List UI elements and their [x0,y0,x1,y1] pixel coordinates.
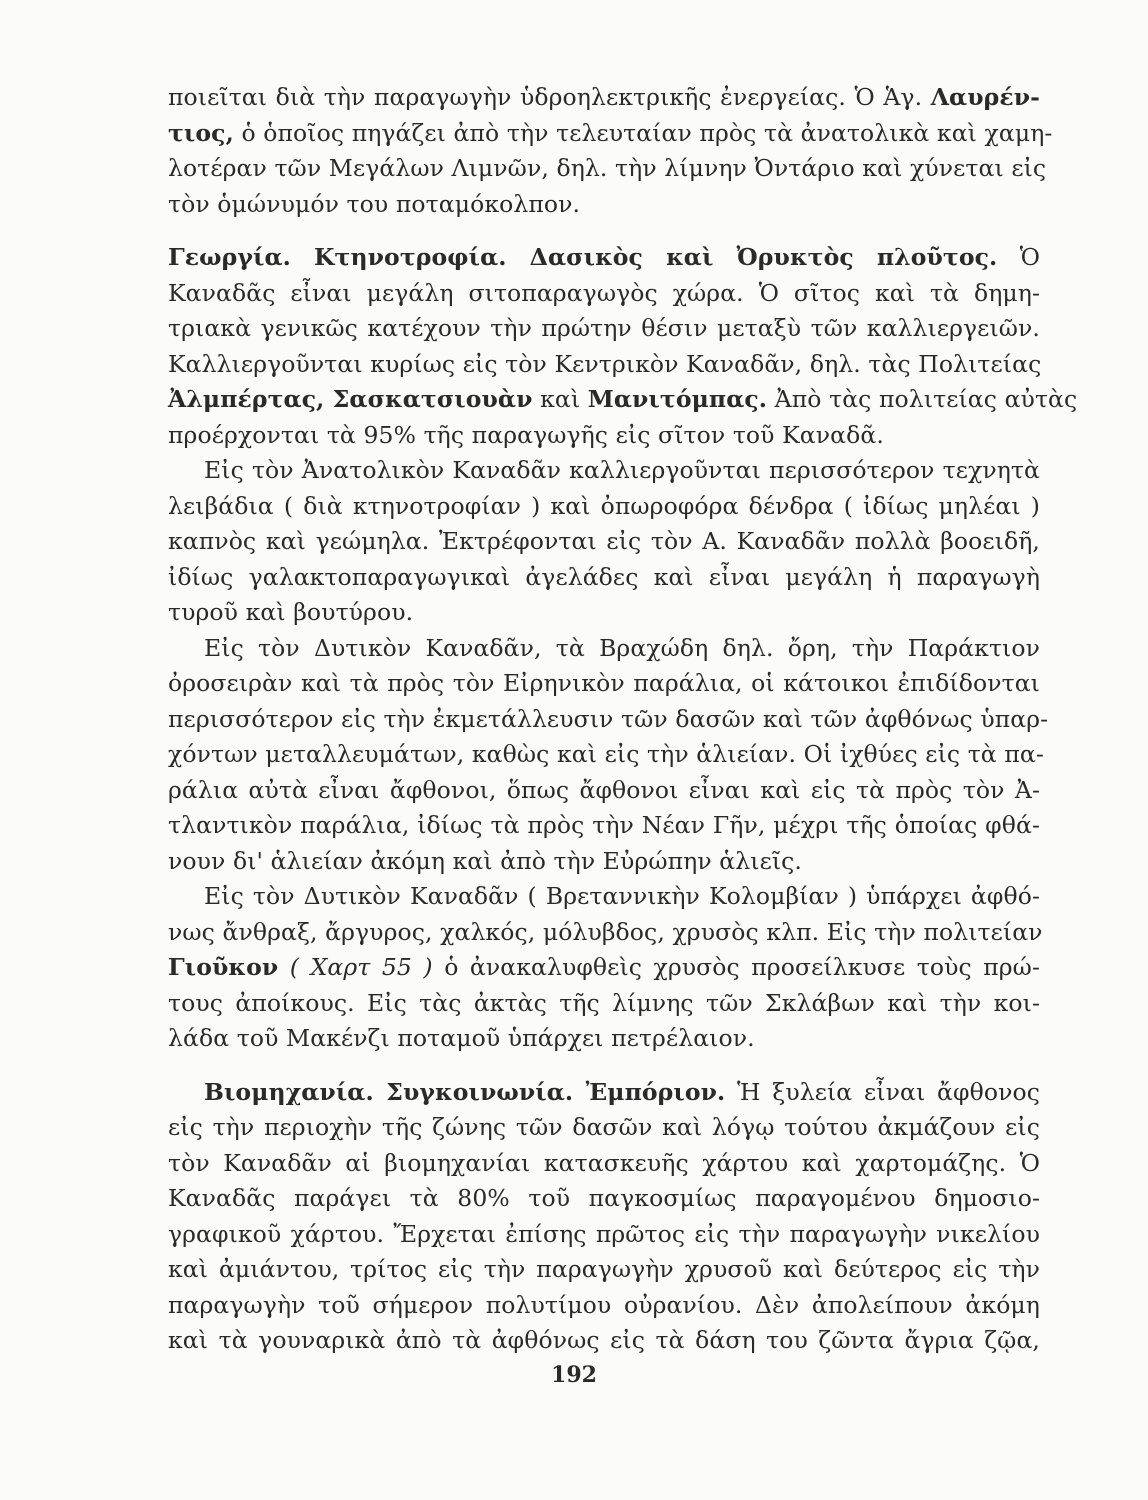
text-line: Εἰς τὸν Ἀνατολικὸν Καναδᾶν καλλιεργοῦνται περισσότερον τεχνητὰ [204,456,1040,484]
text-line: προέρχονται τὰ 95% τῆς παραγωγῆς εἰς σῖτον τοῦ Καναδᾶ. [168,420,884,449]
text-line: ράλια αὐτὰ εἶναι ἄφθονοι, ὅπως ἄφθονοι εἶναι καὶ εἰς τὰ πρὸς τὸν Ἀ- [168,775,1040,804]
text-line: εἰς τὴν περιοχὴν τῆς ζώνης τῶν δασῶν καὶ λόγῳ τούτου ἀκμάζουν εἰς [168,1113,1040,1141]
text-line: νουν δι' ἁλιείαν ἀκόμη καὶ ἀπὸ τὴν Εὐρώπην ἁλιεῖς. [168,846,802,875]
text-line: Καναδᾶς παράγει τὰ 80% τοῦ παγκοσμίως παραγομένου δημοσιο- [168,1184,1040,1212]
text-line: λοτέραν τῶν Μεγάλων Λιμνῶν, δηλ. τὴν λίμνην Ὀντάριο καὶ χύνεται εἰς [168,154,1047,182]
section-heading: Γεωργία. Κτηνοτροφία. Δασικὸς καὶ Ὀρυκτὸς πλοῦτος. [168,243,998,271]
text-span: ὁ ἀνακαλυφθεὶς χρυσὸς προσείλκυσε τοὺς πρώ- [444,953,1040,981]
text-line: Καναδᾶς εἶναι μεγάλη σιτοπαραγωγὸς χώρα. Ὁ σῖτος καὶ τὰ δημη- [168,278,1040,307]
paragraph-agriculture [168,240,1078,453]
text-line [168,382,1078,418]
text-line: ἰδίως γαλακτοπαραγωγικαὶ ἀγελάδες καὶ εἶναι μεγάλη ἡ παραγωγὴ [168,562,1040,591]
text-line: τὸν Καναδᾶν αἱ βιομηχανίαι κατασκευῆς χάρτου καὶ χαρτομάζης. Ὁ [168,1148,1040,1177]
text-line: περισσότερον εἰς τὴν ἐκμετάλλευσιν τῶν δασῶν καὶ τῶν ἀφθόνως ὑπαρ- [168,704,1049,733]
section-heading: Βιομηχανία. Συγκοινωνία. Ἐμπόριον. [204,1077,726,1106]
text-line: καὶ ἀμιάντου, τρίτος εἰς τὴν παραγωγὴν χρυσοῦ καὶ δεύτερος εἰς τὴν [168,1255,1040,1283]
text-span: ὁ ὁποῖος πηγάζει ἀπὸ τὴν τελευταίαν πρὸς τὰ ἀνατολικὰ καὶ χαμη- [241,118,1053,147]
bold-term: Ἀλμπέρτας, Σασκατσιουὰν [168,385,533,413]
paragraph-minerals [168,879,1043,1057]
text-line [168,240,1040,276]
text-line: παραγωγὴν τοῦ σήμερον πολυτίμου οὐρανίου. Δὲν ἀπολείπουν ἀκόμη [168,1290,1040,1319]
text-line: Εἰς τὸν Δυτικὸν Καναδᾶν, τὰ Βραχώδη δηλ. ὄρη, τὴν Παράκτιον [204,633,1040,662]
text-line: τυροῦ καὶ βουτύρου. [168,598,414,626]
text-span: Ἀπὸ τὰς πολιτείας αὐτὰς [774,385,1078,413]
text-line: Καλλιεργοῦνται κυρίως εἰς τὸν Κεντρικὸν Καναδᾶν, δηλ. τὰς Πολιτείας [168,349,1042,378]
bold-term: τιος, [168,118,234,147]
text-line [168,950,1040,986]
text-line: ὀροσειρὰν καὶ τὰ πρὸς τὸν Εἰρηνικὸν παράλια, οἱ κάτοικοι ἐπιδίδονται [168,669,1040,697]
text-span: Ὁ [1019,243,1040,271]
text-line: τους ἀποίκους. Εἰς τὰς ἀκτὰς τῆς λίμνης τῶν Σκλάβων καὶ τὴν κοι- [168,988,1040,1017]
map-reference: ( Χαρτ 55 ) [289,953,433,981]
paragraph-industry [168,1075,1040,1359]
bold-term: Λαυρέν- [930,83,1040,111]
text-line [168,116,1053,152]
text-line [168,1075,1040,1111]
bold-term: Γιοῦκον [168,953,279,981]
text-span: ποιεῖται διὰ τὴν παραγωγὴν ὑδροηλεκτρικῆς ἐνεργείας. Ὁ Ἁγ. [168,83,923,111]
paragraph-west-canada [168,631,1049,880]
text-line: γραφικοῦ χάρτου. Ἔρχεται ἐπίσης πρῶτος εἰς τὴν παραγωγὴν νικελίου [168,1219,1040,1248]
text-line: λάδα τοῦ Μακένζι ποταμοῦ ὑπάρχει πετρέλαιον. [168,1024,755,1052]
text-span: Ἡ ξυλεία εἶναι ἄφθονος [737,1077,1040,1106]
paragraph-hydro [168,80,1053,222]
text-span: καὶ [540,385,581,413]
text-line: καὶ τὰ γουναρικὰ ἀπὸ τὰ ἀφθόνως εἰς τὰ δάση του ζῶντα ἄγρια ζῷα, [168,1326,1040,1354]
text-line [168,80,1040,116]
page-body [168,80,1078,1359]
paragraph-east-canada [168,453,1040,631]
text-line: νως ἄνθραξ, ἄργυρος, χαλκός, μόλυβδος, χρυσὸς κλπ. Εἰς τὴν πολιτείαν [168,917,1043,946]
text-line: καπνὸς καὶ γεώμηλα. Ἐκτρέφονται εἰς τὸν Α. Καναδᾶν πολλὰ βοοειδῆ, [168,527,1040,555]
page-number: 192 [551,1362,597,1388]
bold-term: Μανιτόμπας. [587,385,768,413]
text-line: τριακὰ γενικῶς κατέχουν τὴν πρώτην θέσιν μεταξὺ τῶν καλλιεργειῶν. [168,314,1040,342]
text-line: χόντων μεταλλευμάτων, καθὼς καὶ εἰς τὴν ἁλιείαν. Οἱ ἰχθύες εἰς τὰ πα- [168,740,1044,768]
text-line: τλαντικὸν παράλια, ἰδίως τὰ πρὸς τὴν Νέαν Γῆν, μέχρι τῆς ὁποίας φθά- [168,811,1040,839]
text-line: τὸν ὁμώνυμόν του ποταμόκολπον. [168,189,581,218]
text-line: λειβάδια ( διὰ κτηνοτροφίαν ) καὶ ὀπωροφόρα δένδρα ( ἰδίως μηλέαι ) [168,491,1040,520]
text-line: Εἰς τὸν Δυτικὸν Καναδᾶν ( Βρεταννικὴν Κολομβίαν ) ὑπάρχει ἀφθό- [204,882,1040,910]
